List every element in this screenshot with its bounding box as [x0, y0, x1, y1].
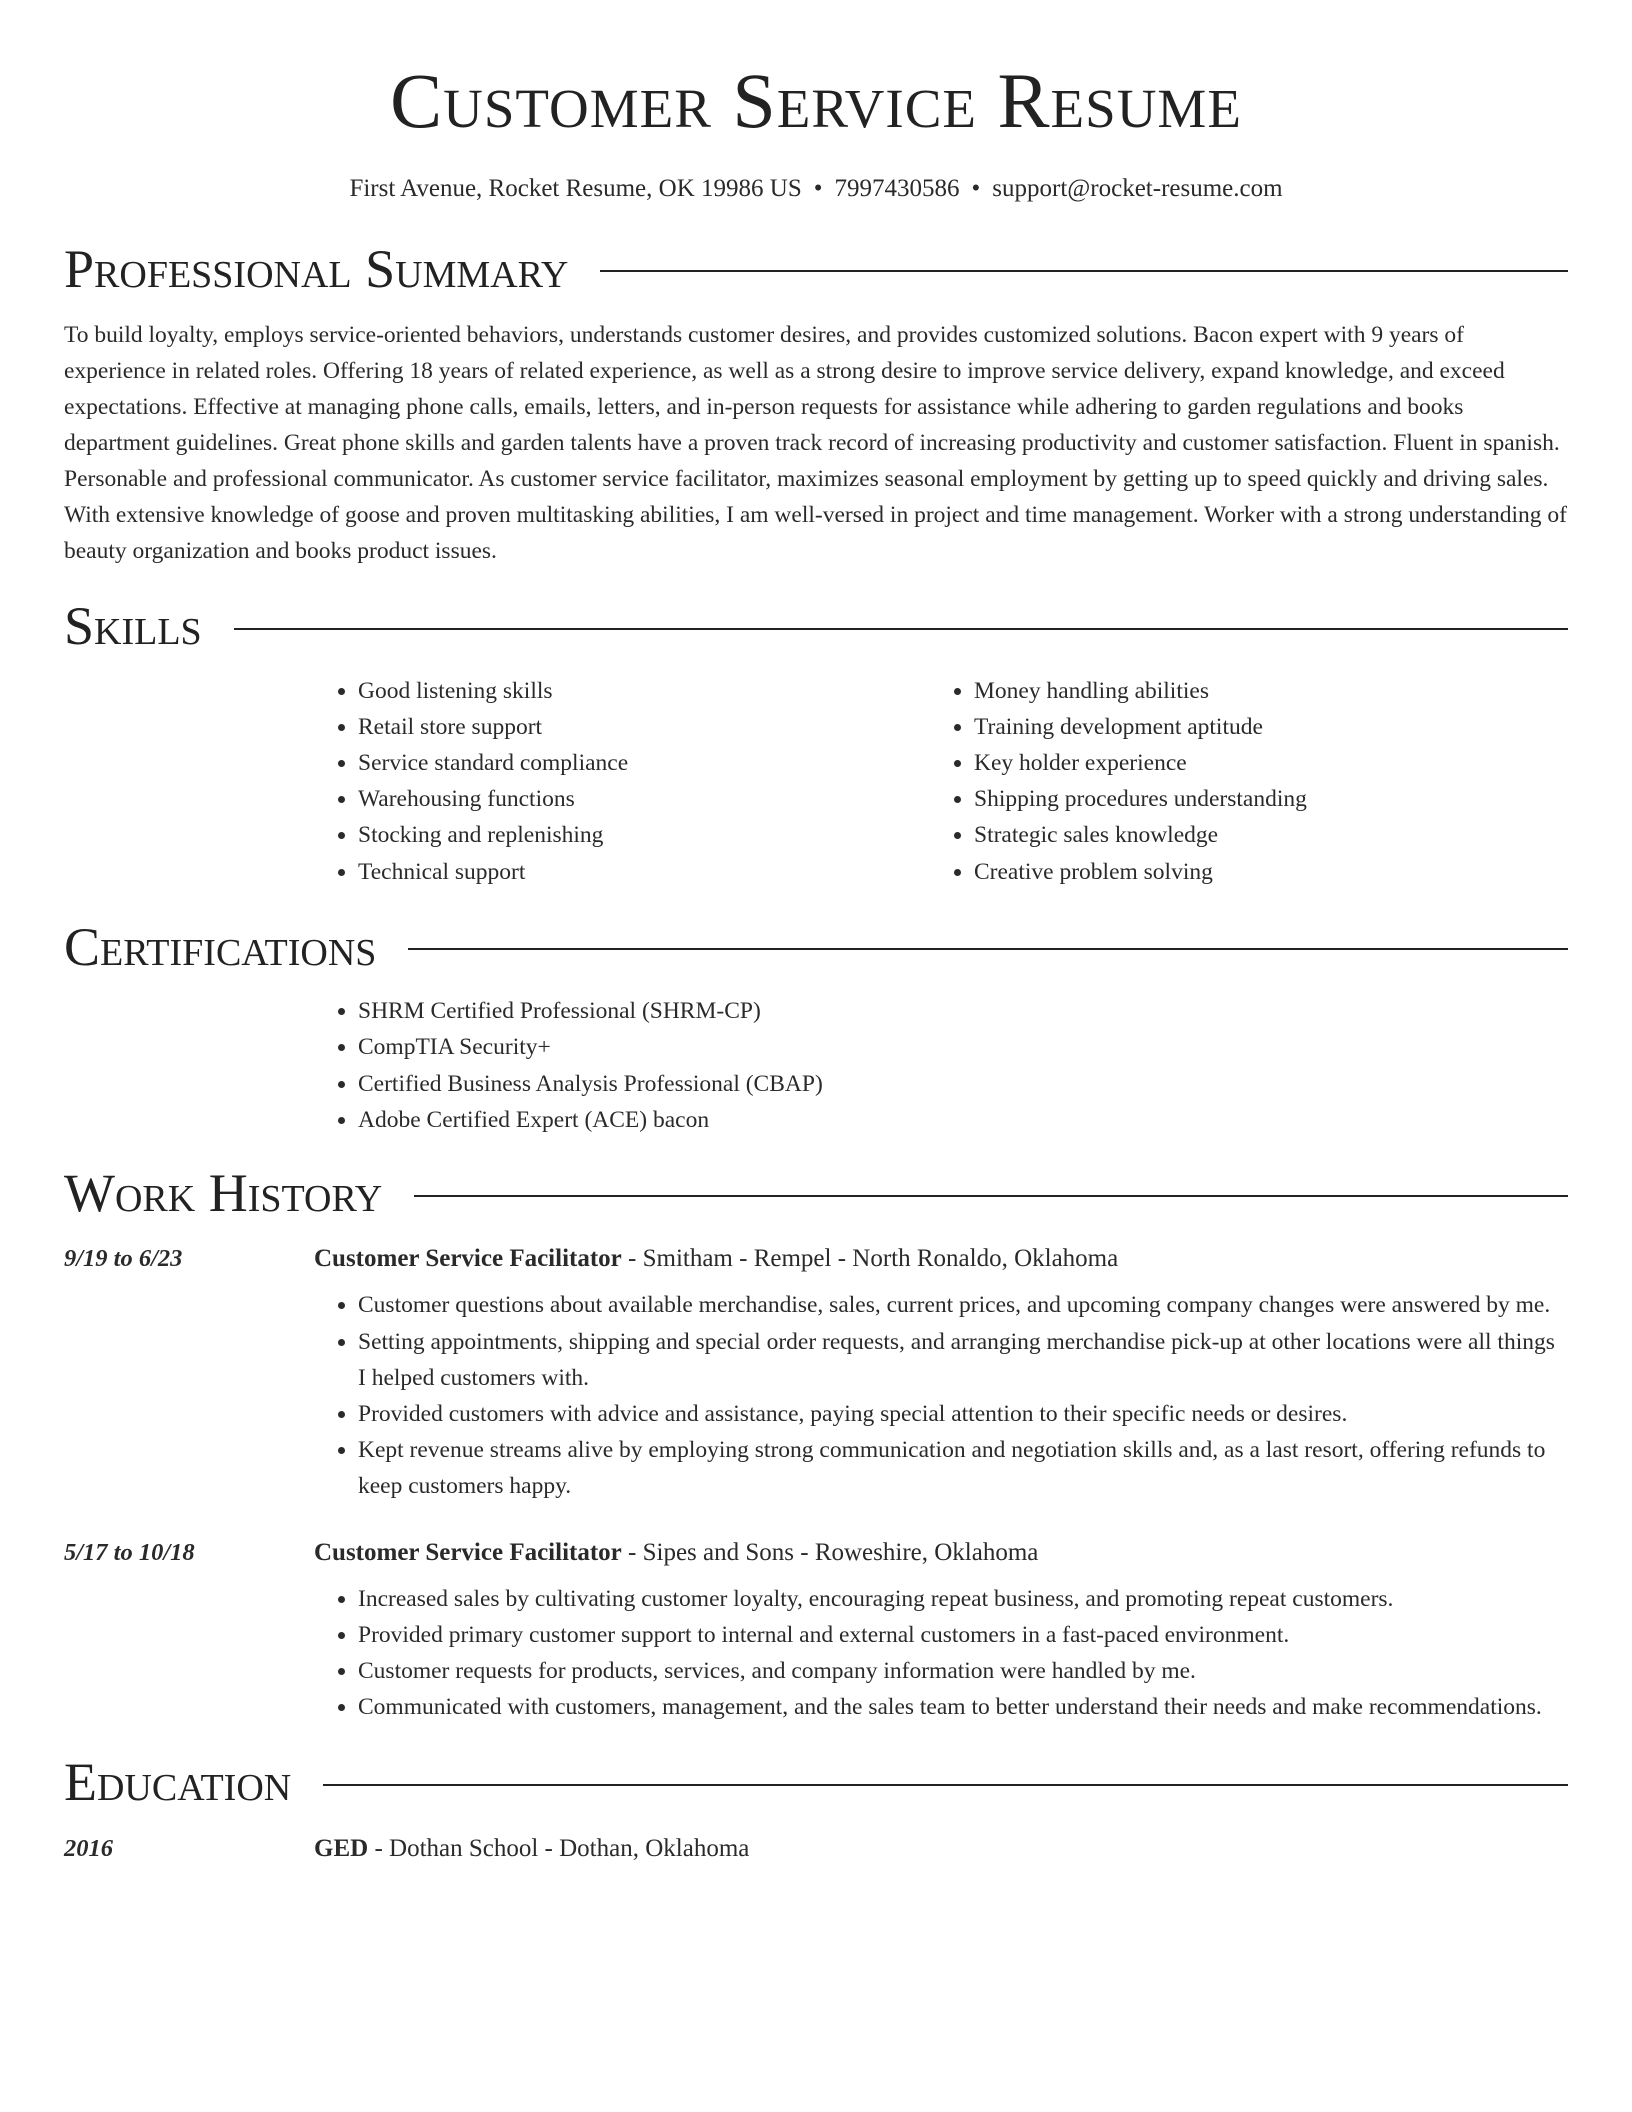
certifications-heading [64, 918, 1568, 977]
certifications-body [314, 993, 1568, 1138]
skill-item: • Shipping procedures understanding [974, 781, 1546, 817]
skill-item: • Service standard compliance [358, 745, 930, 781]
job-entry [64, 1245, 1568, 1504]
skills-list-left [314, 673, 930, 890]
education-details: - Dothan School - Dothan, Oklahoma [368, 1834, 750, 1862]
education-entry [64, 1835, 1568, 1863]
summary-title: Professional Summary [64, 238, 569, 299]
job-details: - Smitham - Rempel - North Ronaldo, Oklahoma [621, 1245, 1119, 1273]
section-divider [234, 628, 1568, 630]
education-section [64, 1753, 1568, 1862]
job-dates: 9/19 to 6/23 [64, 1245, 183, 1273]
section-divider [323, 1784, 1568, 1786]
education-title: Education [64, 1752, 292, 1813]
job-bullet: • Customer requests for products, services, and company information were handled by me. [358, 1653, 1568, 1689]
skill-item: • Training development aptitude [974, 709, 1546, 745]
skill-item: • Money handling abilities [974, 673, 1546, 709]
skill-item: • Good listening skills [358, 673, 930, 709]
job-bullet: • Increased sales by cultivating customer loyalty, encouraging repeat business, and promoting repeat customers. [358, 1581, 1568, 1617]
job-bullet: • Communicated with customers, management, and the sales team to better understand their needs and make recommendations. [358, 1689, 1568, 1725]
job-role: Customer Service Facilitator [314, 1245, 622, 1273]
certifications-title: Certifications [64, 916, 377, 977]
skills-list-right [930, 673, 1546, 890]
resume-header [64, 58, 1568, 204]
job-bullet-list [314, 1581, 1568, 1726]
skills-title: Skills [64, 596, 202, 657]
contact-separator: • [971, 174, 981, 202]
job-title-line [314, 1539, 1038, 1567]
education-row [64, 1835, 1568, 1863]
job-bullets [314, 1581, 1568, 1726]
education-line [314, 1835, 749, 1863]
job-title-line [314, 1245, 1118, 1273]
contact-line [64, 174, 1568, 204]
skills-section [64, 597, 1568, 890]
skill-item: • Retail store support [358, 709, 930, 745]
section-divider [408, 948, 1568, 950]
skills-column-right [930, 673, 1546, 890]
resume-name: Customer Service Resume [390, 57, 1242, 144]
education-degree: GED [314, 1834, 369, 1862]
certifications-section [64, 918, 1568, 1138]
work-history-section [64, 1164, 1568, 1725]
job-entry [64, 1539, 1568, 1726]
summary-text: To build loyalty, employs service-oriented behaviors, understands customer desires, and provides customized solutions. Bacon expert with 9 years of experience in related roles. Offering 18 years of related experience, as well as a strong desire to improve service delivery, expand knowledge, and exceed expectations. Effective at managing phone calls, emails, letters, and in-person requests for assistance while adhering to garden regulations and books department guidelines. Great phone skills and garden talents have a proven track record of increasing productivity and customer satisfaction. Fluent in spanish. Personable and professional communicator. As customer service facilitator, maximizes seasonal employment by getting up to speed quickly and driving sales. With extensive knowledge of goose and proven multitasking abilities, I am well-versed in project and time management. Worker with a strong understanding of beauty organization and books product issues. [64, 322, 1567, 565]
contact-phone: 7997430586 [834, 174, 960, 202]
contact-address: First Avenue, Rocket Resume, OK 19986 US [349, 174, 802, 202]
summary-section [64, 240, 1568, 569]
certification-item: • Adobe Certified Expert (ACE) bacon [358, 1102, 1568, 1138]
job-bullet-list [314, 1287, 1568, 1504]
education-heading [64, 1753, 1568, 1812]
skill-item: • Key holder experience [974, 745, 1546, 781]
job-bullet: • Setting appointments, shipping and special order requests, and arranging merchandise pick-up at other locations were all things I helped customers with. [358, 1324, 1568, 1396]
job-header [64, 1539, 1568, 1567]
certification-item: • CompTIA Security+ [358, 1029, 1568, 1065]
education-year: 2016 [64, 1834, 113, 1862]
skill-item: • Strategic sales knowledge [974, 817, 1546, 853]
skills-heading [64, 597, 1568, 656]
job-bullet: • Provided customers with advice and assistance, paying special attention to their specific needs or desires. [358, 1396, 1568, 1432]
job-details: - Sipes and Sons - Roweshire, Oklahoma [621, 1538, 1039, 1566]
job-dates: 5/17 to 10/18 [64, 1538, 195, 1566]
job-header [64, 1245, 1568, 1273]
job-bullet: • Provided primary customer support to internal and external customers in a fast-paced environment. [358, 1617, 1568, 1653]
work-history-heading [64, 1164, 1568, 1223]
job-bullets [314, 1287, 1568, 1504]
certification-item: • SHRM Certified Professional (SHRM-CP) [358, 993, 1568, 1029]
skill-item: • Creative problem solving [974, 854, 1546, 890]
skills-grid [314, 673, 1568, 890]
job-bullet: • Kept revenue streams alive by employing strong communication and negotiation skills and, as a last resort, offering refunds to keep customers happy. [358, 1432, 1568, 1504]
summary-heading [64, 240, 1568, 299]
skill-item: • Stocking and replenishing [358, 817, 930, 853]
contact-separator: • [813, 174, 823, 202]
work-history-title: Work History [64, 1163, 383, 1223]
section-divider [600, 270, 1568, 272]
job-bullet: • Customer questions about available merchandise, sales, current prices, and upcoming company changes were answered by me. [358, 1287, 1568, 1323]
certification-item: • Certified Business Analysis Professional (CBAP) [358, 1066, 1568, 1102]
skills-column-left [314, 673, 930, 890]
section-divider [414, 1195, 1568, 1197]
contact-email: support@rocket-resume.com [992, 174, 1283, 202]
skill-item: • Technical support [358, 854, 930, 890]
certifications-list [314, 993, 1568, 1138]
skill-item: • Warehousing functions [358, 781, 930, 817]
job-role: Customer Service Facilitator [314, 1538, 622, 1566]
